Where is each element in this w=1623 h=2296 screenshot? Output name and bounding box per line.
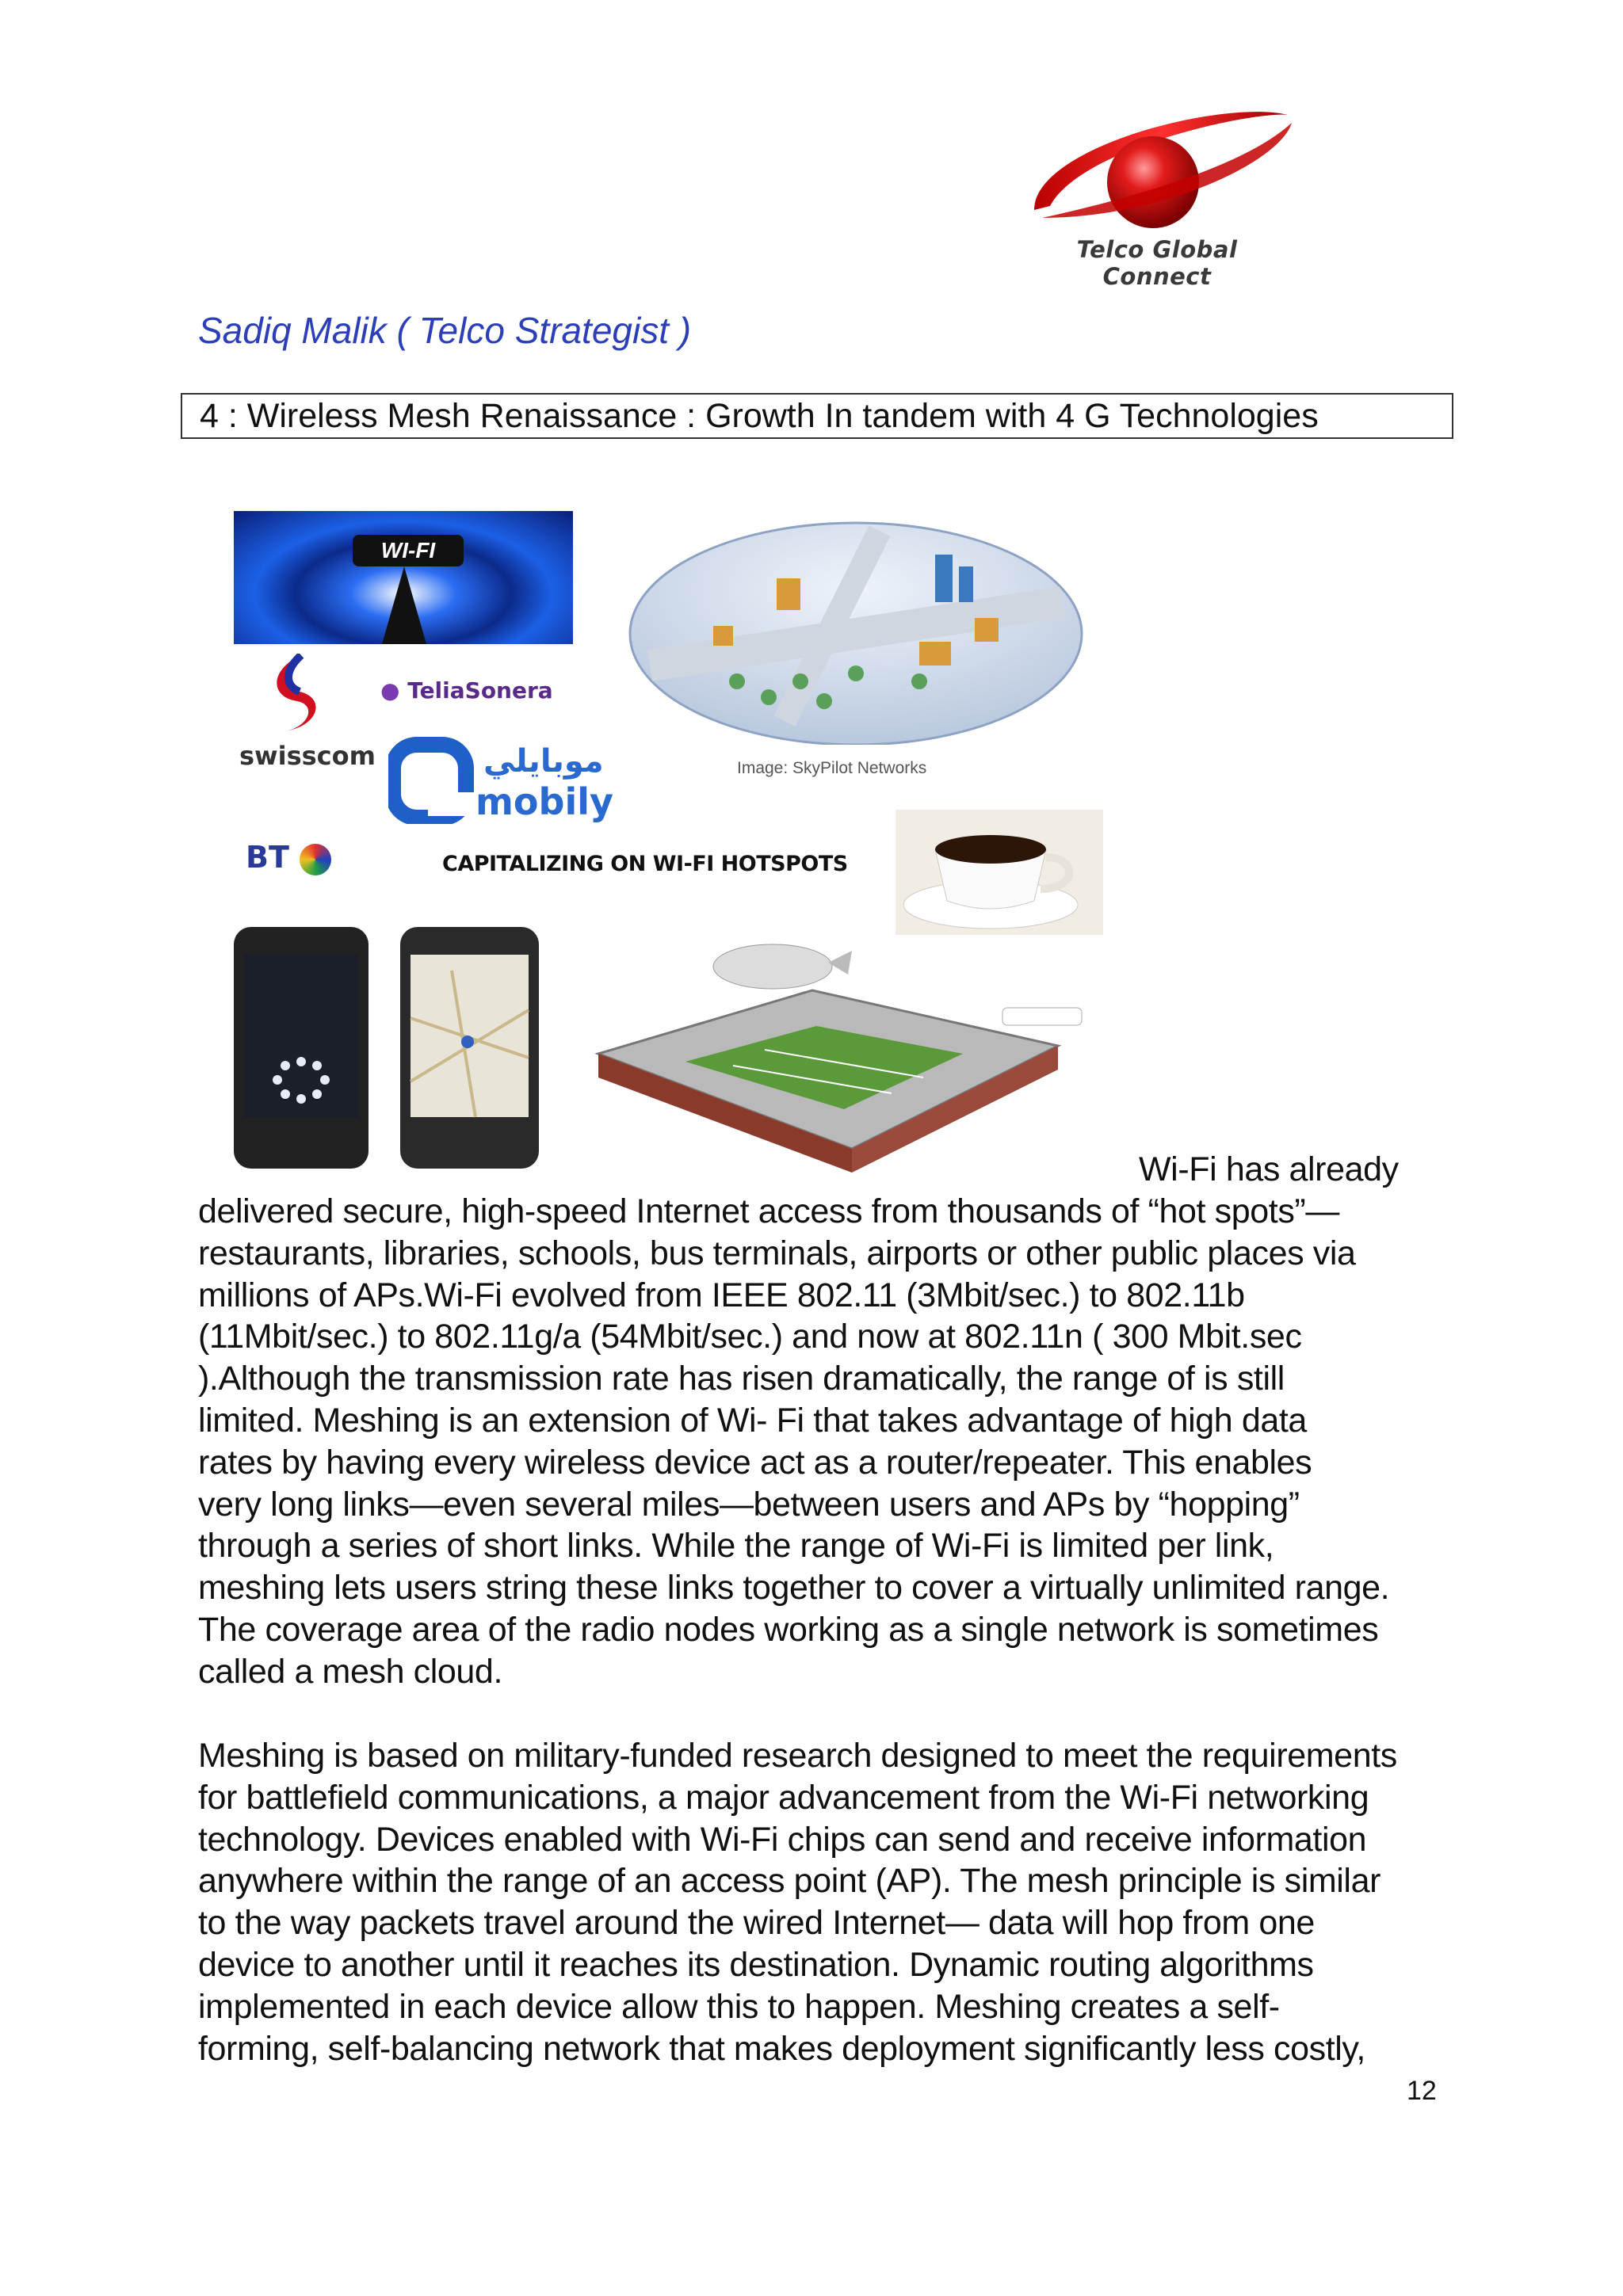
text-line: rates by having every wireless device act as a router/repeater. This enables xyxy=(198,1443,1312,1482)
text-line: through a series of short links. While the range of Wi-Fi is limited per link, xyxy=(198,1527,1274,1566)
swisscom-mark-icon xyxy=(262,654,323,733)
cloud-image-caption: Image: SkyPilot Networks xyxy=(737,759,927,777)
text-line: limited. Meshing is an extension of Wi- Fi that takes advantage of high data xyxy=(198,1401,1307,1440)
text-line: restaurants, libraries, schools, bus terminals, airports or other public places via xyxy=(198,1234,1356,1272)
page-number: 12 xyxy=(1407,2076,1437,2106)
mobily-logo: mobily xyxy=(475,780,613,823)
section-title: 4 : Wireless Mesh Renaissance : Growth In tandem with 4 G Technologies xyxy=(181,393,1453,439)
text-line: Meshing is based on military-funded research designed to meet the requirements xyxy=(198,1737,1397,1775)
text-line: for battlefield communications, a major advancement from the Wi-Fi networking xyxy=(198,1778,1369,1817)
teliasonera-mark-icon: ● xyxy=(380,677,400,704)
text-line: called a mesh cloud. xyxy=(198,1652,502,1691)
text-line: millions of APs.Wi-Fi evolved from IEEE 802.11 (3Mbit/sec.) to 802.11b xyxy=(198,1276,1245,1314)
wifi-logo-panel xyxy=(234,511,573,644)
paragraph-1 xyxy=(198,1191,1442,1693)
teliasonera-logo xyxy=(380,677,553,704)
text-line: technology. Devices enabled with Wi-Fi chips can send and receive information xyxy=(198,1820,1367,1859)
text-line: The coverage area of the radio nodes working as a single network is sometimes xyxy=(198,1610,1379,1649)
text-line: to the way packets travel around the wired Internet— data will hop from one xyxy=(198,1904,1315,1943)
tower-icon xyxy=(380,566,428,644)
text-line: implemented in each device allow this to happen. Meshing creates a self- xyxy=(198,1987,1280,2026)
bt-logo xyxy=(246,840,331,875)
text-line: (11Mbit/sec.) to 802.11g/a (54Mbit/sec.) and now at 802.11n ( 300 Mbit.sec xyxy=(198,1318,1302,1356)
mobily-arabic-logo: موبايلي xyxy=(483,743,604,780)
coffee-cup-image xyxy=(896,810,1103,935)
smartphones-image xyxy=(230,923,543,1177)
text-line: delivered secure, high-speed Internet access from thousands of “hot spots”— xyxy=(198,1192,1339,1230)
teliasonera-text: TeliaSonera xyxy=(407,677,553,704)
text-line: meshing lets users string these links together to cover a virtually unlimited range. xyxy=(198,1569,1390,1608)
paragraph-1-lead: Wi-Fi has already xyxy=(1139,1150,1399,1188)
author-line: Sadiq Malik ( Telco Strategist ) xyxy=(198,310,692,351)
mesh-cloud-diagram xyxy=(618,483,1094,745)
swisscom-logo: swisscom xyxy=(239,741,376,771)
capitalizing-headline: CAPITALIZING ON WI-FI HOTSPOTS xyxy=(442,852,848,876)
text-line: ).Although the transmission rate has risen dramatically, the range of is still xyxy=(198,1360,1285,1398)
stadium-blimp-image xyxy=(590,935,1098,1180)
text-line: device to another until it reaches its destination. Dynamic routing algorithms xyxy=(198,1945,1314,1984)
text-line: very long links—even several miles—between users and APs by “hopping” xyxy=(198,1485,1300,1524)
logo-text: Telco Global Connect xyxy=(1076,236,1238,290)
text-line: anywhere within the range of an access point (AP). The mesh principle is similar xyxy=(198,1862,1381,1901)
paragraph-2 xyxy=(198,1735,1442,2069)
wifi-logo-text: WI-FI xyxy=(353,535,464,566)
text-line: forming, self-balancing network that makes deployment significantly less costly, xyxy=(198,2029,1365,2068)
bt-globe-icon xyxy=(300,844,331,875)
bt-text: BT xyxy=(246,840,289,875)
